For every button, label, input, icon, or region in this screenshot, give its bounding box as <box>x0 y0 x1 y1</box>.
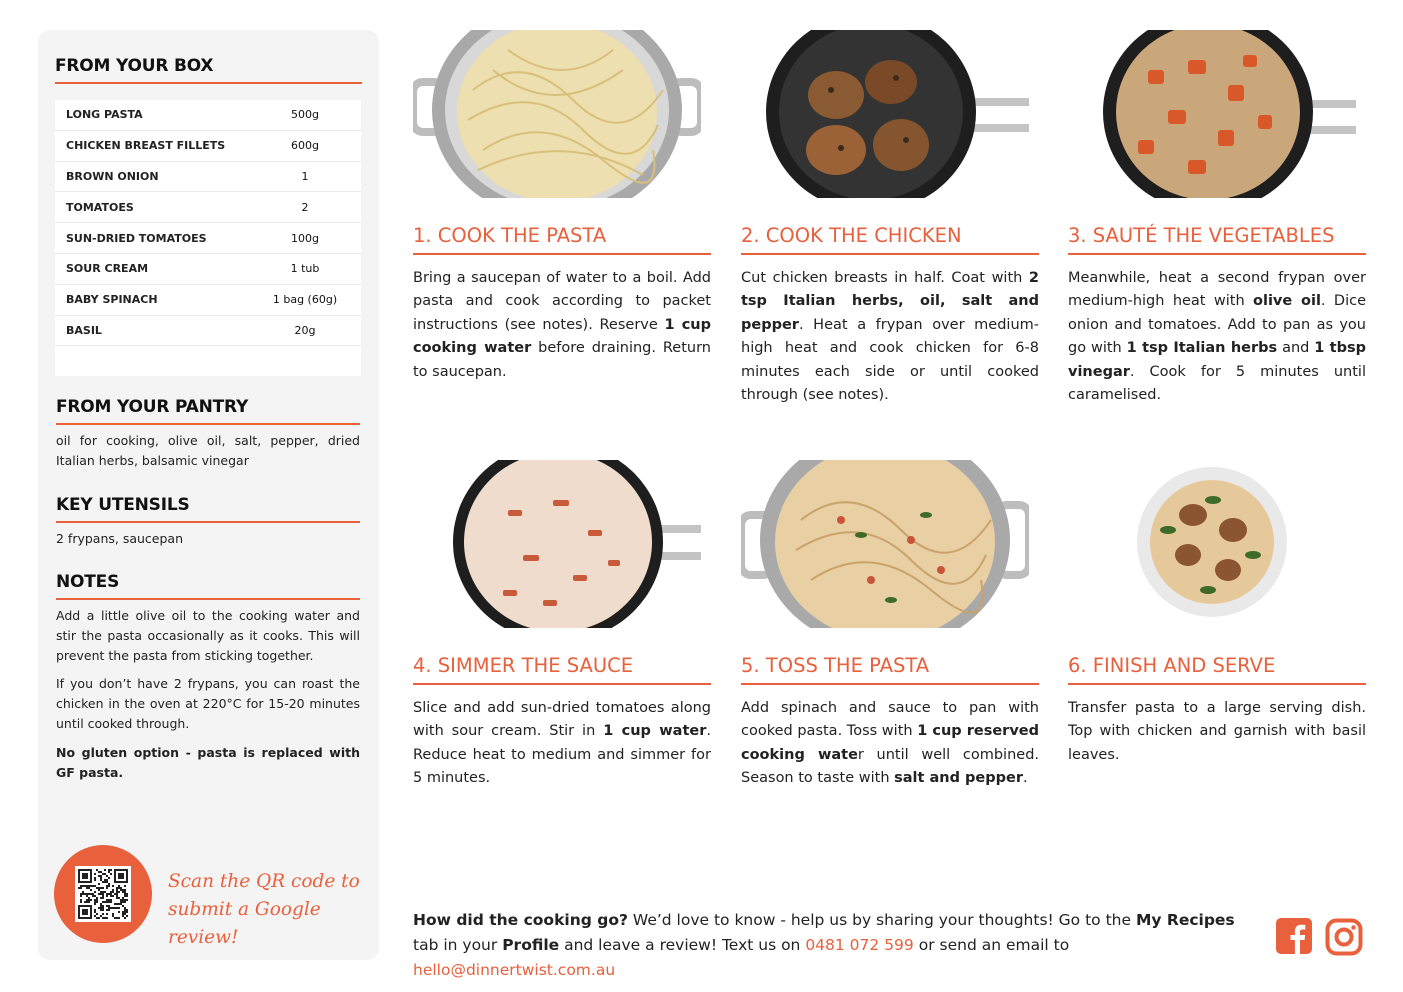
text-segment: tab in your <box>413 936 503 954</box>
step-instructions <box>413 697 711 791</box>
text-segment: and <box>1277 340 1315 357</box>
ingredient-row <box>55 131 361 162</box>
table-padding <box>55 346 361 376</box>
step-divider <box>413 683 711 685</box>
step-divider <box>413 253 711 255</box>
step-photo-chicken <box>741 30 1029 198</box>
review-footer-text <box>413 908 1263 983</box>
step-title: 1. COOK THE PASTA <box>413 224 607 247</box>
from-your-box-title: FROM YOUR BOX <box>55 56 214 76</box>
text-segment: Bring a saucepan of water to a boil. Add pasta and cook according to packet instructions (see notes). Reserve <box>413 270 711 333</box>
step-photo-serve <box>1068 460 1356 628</box>
qr-badge[interactable] <box>54 845 152 943</box>
note-paragraph-bold: No gluten option - pasta is replaced with GF pasta. <box>56 745 360 780</box>
qr-call-to-action <box>168 868 368 952</box>
ingredient-row <box>55 162 361 193</box>
ingredient-qty: 1 bag (60g) <box>272 293 338 307</box>
ingredient-qty: 500g <box>291 108 319 122</box>
facebook-icon[interactable] <box>1276 918 1314 956</box>
step-photo-vegetables <box>1068 30 1356 198</box>
step-divider <box>741 253 1039 255</box>
step-title: 4. SIMMER THE SAUCE <box>413 654 634 677</box>
text-segment: Meanwhile, heat a second frypan over medium-high heat with <box>1068 270 1366 310</box>
ingredient-qty: 600g <box>291 139 319 153</box>
step-photo-pasta <box>413 30 701 198</box>
note-paragraph: Add a little olive oil to the cooking water and stir the pasta occasionally as it cooks. This will prevent the pasta from sticking together. <box>56 608 360 663</box>
text-segment: . <box>1022 770 1028 787</box>
step-instructions <box>1068 697 1366 767</box>
text-segment: Cut chicken breasts in half. Coat with <box>741 270 1029 286</box>
ingredient-row <box>55 285 361 316</box>
ingredient-row <box>55 316 361 347</box>
step-photo-toss <box>741 460 1029 628</box>
ingredient-name: SUN-DRIED TOMATOES <box>66 231 207 245</box>
ingredient-name: BABY SPINACH <box>66 293 158 307</box>
text-segment: . Reduce heat to medium and simmer for 5 minutes. <box>413 723 711 787</box>
note-paragraph: If you don’t have 2 frypans, you can roast the chicken in the oven at 220°C for 15-20 minutes until cooked through. <box>56 676 360 731</box>
text-segment: Transfer pasta to a large serving dish. Top with chicken and garnish with basil leaves. <box>1068 700 1366 763</box>
ingredient-name: CHICKEN BREAST FILLETS <box>66 139 226 153</box>
ingredient-row <box>55 192 361 223</box>
ingredient-qty: 2 <box>301 200 309 214</box>
ingredient-row <box>55 223 361 254</box>
text-segment: . Dice onion and tomatoes. Add to pan as you go with <box>1068 293 1366 357</box>
text-segment: before draining. Return to saucepan. <box>413 340 711 380</box>
pantry-title: FROM YOUR PANTRY <box>56 397 249 417</box>
bold-text: Profile <box>502 936 560 954</box>
pantry-text: oil for cooking, olive oil, salt, pepper, dried Italian herbs, balsamic vinegar <box>56 433 360 468</box>
utensils-text: 2 frypans, saucepan <box>56 531 184 546</box>
step-divider <box>1068 253 1366 255</box>
step-title: 5. TOSS THE PASTA <box>741 654 930 677</box>
ingredient-row <box>55 100 361 131</box>
text-segment: . Cook for 5 minutes until caramelised. <box>1068 363 1366 404</box>
step-title: 3. SAUTÉ THE VEGETABLES <box>1068 224 1335 247</box>
step-instructions <box>741 267 1039 407</box>
ingredient-qty: 1 <box>301 169 309 183</box>
ingredient-name: LONG PASTA <box>66 108 143 122</box>
ingredient-qty: 1 tub <box>290 262 320 276</box>
bold-text: olive oil <box>1253 293 1321 310</box>
step-divider <box>1068 683 1366 685</box>
section-divider <box>56 521 360 523</box>
section-divider <box>55 82 362 84</box>
instagram-icon[interactable] <box>1325 918 1363 956</box>
ingredients-table <box>55 100 361 376</box>
bold-text: 2 tsp Italian herbs, oil, salt and pepper <box>741 270 1039 333</box>
ingredient-name: BASIL <box>66 323 102 337</box>
ingredients-sidebar <box>38 30 379 960</box>
bold-text: salt and pepper <box>894 770 1023 787</box>
step-title: 2. COOK THE CHICKEN <box>741 224 962 247</box>
text-segment: r until well combined. Season to taste with <box>741 746 1040 787</box>
ingredient-qty: 100g <box>291 231 319 245</box>
ingredient-qty: 20g <box>294 323 316 337</box>
bold-text: 1 tbsp vinegar <box>1068 340 1366 380</box>
bold-text: 1 cup reserved cooking wate <box>741 723 1039 763</box>
ingredient-name: BROWN ONION <box>66 169 159 183</box>
step-photo-sauce <box>413 460 701 628</box>
utensils-title: KEY UTENSILS <box>56 495 190 515</box>
bold-text: How did the cooking go? <box>413 911 628 929</box>
notes-title: NOTES <box>56 572 120 592</box>
contact-link[interactable]: hello@dinnertwist.com.au <box>413 961 616 979</box>
bold-text: 1 tsp Italian herbs <box>1126 340 1278 357</box>
text-segment: Add spinach and sauce to pan with cooked pasta. Toss with <box>741 700 1039 740</box>
section-divider <box>56 423 360 425</box>
text-segment: . Heat a frypan over medium-high heat and cook chicken for 6-8 minutes each side or until cooked through (see notes). <box>741 316 1039 404</box>
text-segment: Slice and add sun-dried tomatoes along with sour cream. Stir in <box>413 700 711 740</box>
qr-cta-line: submit a Google review! <box>168 899 321 948</box>
step-divider <box>741 683 1039 685</box>
text-segment: We’d love to know - help us by sharing your thoughts! Go to the <box>627 911 1136 929</box>
qr-cta-line: Scan the QR code to <box>168 871 360 892</box>
ingredient-row <box>55 254 361 285</box>
ingredient-name: TOMATOES <box>66 200 134 214</box>
section-divider <box>56 598 360 600</box>
bold-text: 1 cup cooking water <box>413 316 711 357</box>
contact-link[interactable]: 0481 072 599 <box>805 936 914 954</box>
ingredient-name: SOUR CREAM <box>66 262 149 276</box>
bold-text: My Recipes <box>1135 911 1235 929</box>
qr-code-icon[interactable] <box>75 866 131 922</box>
step-title: 6. FINISH AND SERVE <box>1068 654 1276 677</box>
text-segment: and leave a review! Text us on <box>559 936 806 954</box>
step-instructions <box>1068 267 1366 407</box>
text-segment: or send an email to <box>913 936 1070 954</box>
step-instructions <box>413 267 711 384</box>
bold-text: 1 cup water <box>603 723 707 740</box>
step-instructions <box>741 697 1039 791</box>
